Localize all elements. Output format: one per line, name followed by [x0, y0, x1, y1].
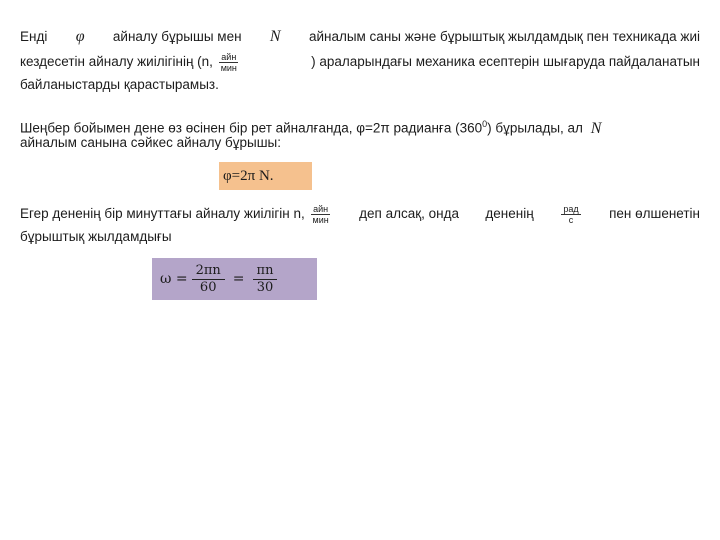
degree-superscript: 0: [482, 119, 488, 129]
paragraph-3-line-1: [20, 204, 700, 225]
text-segment: Шеңбер бойымен дене өз өсінен бір рет айналғанда, φ=2π радианға (360: [20, 120, 483, 136]
text-segment: Егер дененің бір минуттағы айналу жиілігін n,: [20, 206, 305, 222]
formula-omega-box: [152, 258, 317, 300]
paragraph-1-line-2: [20, 52, 700, 73]
text-segment: айналу бұрышы мен: [112, 29, 242, 44]
text-segment: [20, 52, 241, 73]
unit-fraction-rev-per-min: [219, 52, 239, 73]
fraction-numerator: рад: [563, 204, 579, 214]
text-segment: кездесетін айналу жиілігінің (n,: [20, 54, 213, 70]
formula-fraction-1: [192, 263, 225, 296]
fraction-denominator: мин: [220, 63, 237, 73]
fraction-numerator: айн: [313, 204, 329, 214]
equals-sign: =: [232, 271, 245, 287]
unit-fraction-rev-per-min: [311, 204, 331, 225]
text-segment: дененің: [485, 206, 534, 222]
phi-symbol: φ: [75, 28, 85, 45]
text-segment: Енді: [20, 29, 48, 44]
formula-angle: φ=2π N.: [223, 167, 274, 184]
text-segment: ) бұрылады, ал: [487, 120, 583, 136]
text-segment: [20, 204, 333, 225]
fraction-numerator: 2πn: [192, 263, 225, 280]
paragraph-2-line-2: айналым санына сәйкес айналу бұрышы:: [20, 135, 281, 150]
text-segment: [485, 204, 582, 225]
formula-fraction-2: [253, 263, 278, 296]
fraction-numerator: айн: [221, 52, 237, 62]
fraction-denominator: мин: [312, 215, 329, 225]
formula-angle-box: [219, 162, 312, 190]
text-segment: айналым саны және бұрыштық жылдамдық пен техникада жиі: [308, 29, 700, 44]
paragraph-3-line-2: бұрыштық жылдамдығы: [20, 229, 172, 244]
fraction-denominator: с: [568, 215, 574, 225]
n-symbol: N: [590, 119, 602, 137]
fraction-numerator: πn: [253, 263, 278, 280]
formula-lhs: ω =: [160, 271, 188, 287]
text-segment: ) араларындағы механика есептерін шығаруда пайдаланатын: [311, 54, 700, 70]
paragraph-1-line-1: [20, 28, 700, 46]
n-symbol: N: [269, 28, 281, 45]
paragraph-1-line-3: байланыстарды қарастырамыз.: [20, 77, 219, 92]
text-segment: пен өлшенетін: [609, 206, 700, 222]
text-segment: деп алсақ, онда: [359, 206, 459, 222]
fraction-denominator: 60: [199, 279, 217, 295]
unit-fraction-rad-per-s: [561, 204, 580, 225]
fraction-denominator: 30: [256, 279, 274, 295]
